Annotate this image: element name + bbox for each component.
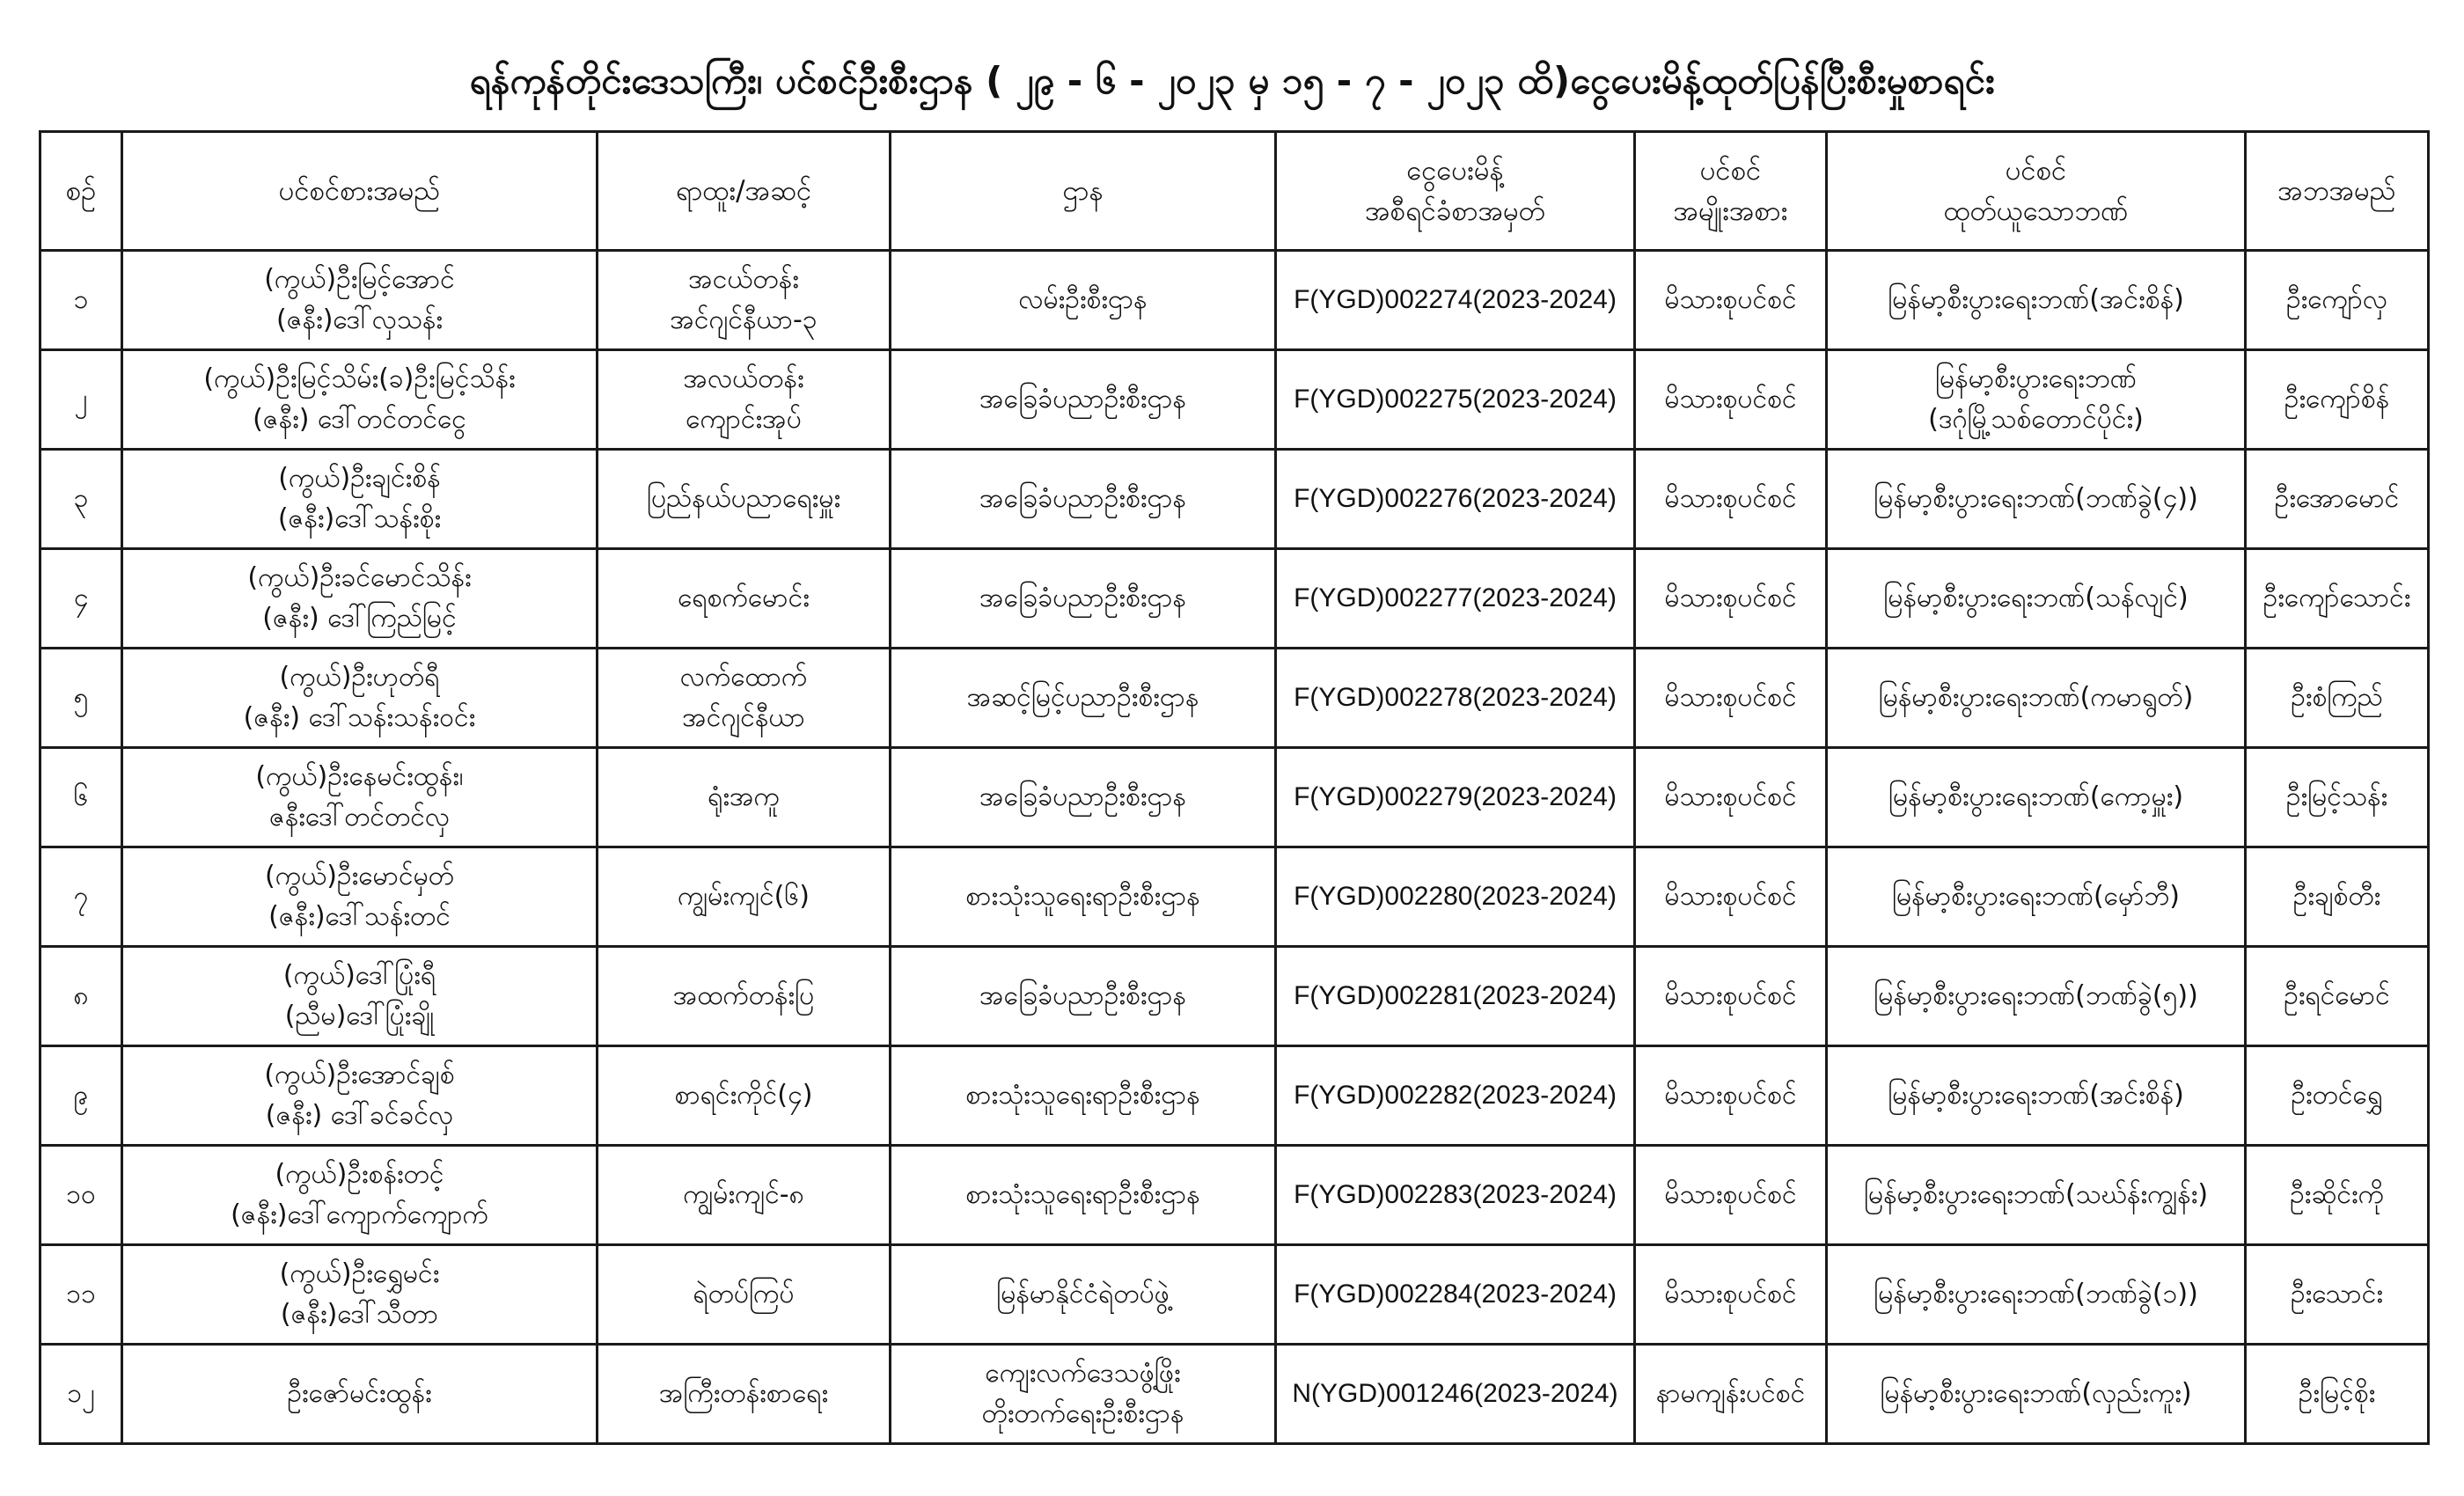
cell-position: [598, 649, 891, 748]
cell-pensioner-name-line: (ဇနီး) ဒေါ်ကြည်မြင့်: [262, 603, 457, 634]
cell-pension-type: မိသားစုပင်စင်: [1635, 1245, 1827, 1345]
cell-pension-type: မိသားစုပင်စင်: [1635, 748, 1827, 847]
cell-pension-type: မိသားစုပင်စင်: [1635, 649, 1827, 748]
cell-pensioner-name-line: ဦးဇော်မင်းထွန်း: [287, 1378, 432, 1409]
cell-pensioner-name-line: (ကွယ်)ဦးခင်မောင်သိန်း: [247, 562, 472, 593]
cell-order-number: F(YGD)002280(2023-2024): [1276, 847, 1635, 947]
cell-paying-bank: [1827, 1146, 2246, 1245]
cell-no: ၄: [40, 549, 122, 649]
cell-pensioner-name-line: ဇနီးဒေါ်တင်တင်လှ: [268, 802, 451, 832]
table-row: [40, 350, 2429, 450]
table-row: [40, 1345, 2429, 1444]
cell-department: [891, 450, 1276, 549]
cell-order-number: F(YGD)002275(2023-2024): [1276, 350, 1635, 450]
cell-father-name: ဦးအောမောင်: [2246, 450, 2429, 549]
cell-pensioner-name-line: (ဇနီး)ဒေါ်ကျောက်ကျောက်: [231, 1199, 488, 1230]
cell-department: [891, 1345, 1276, 1444]
cell-paying-bank: [1827, 1245, 2246, 1345]
cell-department-line: အခြေခံပညာဦးစီးဌာန: [979, 980, 1186, 1011]
cell-position: [598, 251, 891, 350]
cell-pension-type: မိသားစုပင်စင်: [1635, 251, 1827, 350]
cell-father-name: ဦးမြင့်စိုး: [2246, 1345, 2429, 1444]
cell-department-line: အဆင့်မြင့်ပညာဦးစီးဌာန: [966, 682, 1199, 713]
cell-paying-bank-line: (ဒဂုံမြို့သစ်တောင်ပိုင်း): [1928, 404, 2144, 435]
cell-paying-bank-line: မြန်မာ့စီးပွားရေးဘဏ်(ဘဏ်ခွဲ(၅)): [1874, 980, 2198, 1011]
cell-no: ၇: [40, 847, 122, 947]
cell-father-name: ဦးကျော်သောင်း: [2246, 549, 2429, 649]
cell-pensioner-name-line: (ဇနီး)ဒေါ်သီတာ: [280, 1299, 439, 1330]
cell-no: ၁၂: [40, 1345, 122, 1444]
header-pensioner-name: ပင်စင်စားအမည်: [122, 132, 598, 251]
cell-department-line: မြန်မာနိုင်ငံရဲတပ်ဖွဲ့: [996, 1279, 1170, 1309]
cell-pensioner-name: [122, 450, 598, 549]
document-title: ရန်ကုန်တိုင်းဒေသကြီး၊ ပင်စင်ဦးစီးဌာန ( ၂၉ - ၆ - ၂၀၂၃ မှ ၁၅ - ၇ - ၂၀၂၃ ထိ)ငွေပေးမိန့်ထုတ်ပြန်ပြီးစီးမှုစာရင်း: [469, 59, 1995, 102]
cell-department-line: ကျေးလက်ဒေသဖွံ့ဖြိုး: [985, 1358, 1181, 1389]
cell-department-line: အခြေခံပညာဦးစီးဌာန: [979, 583, 1186, 613]
cell-position-line: အင်ဂျင်နီယာ: [682, 702, 805, 733]
header-position: ရာထူး/အဆင့်: [598, 132, 891, 251]
cell-paying-bank-line: မြန်မာ့စီးပွားရေးဘဏ်(ကမာရွတ်): [1878, 682, 2194, 713]
cell-paying-bank-line: မြန်မာ့စီးပွားရေးဘဏ်(သဃ်န်းကျွန်း): [1863, 1179, 2209, 1210]
cell-no: ၅: [40, 649, 122, 748]
cell-father-name: ဦးမြင့်သန်း: [2246, 748, 2429, 847]
cell-paying-bank: [1827, 350, 2246, 450]
cell-department: [891, 649, 1276, 748]
cell-paying-bank: [1827, 1345, 2246, 1444]
cell-pension-type: မိသားစုပင်စင်: [1635, 450, 1827, 549]
cell-father-name: ဦးကျော်လှ: [2246, 251, 2429, 350]
header-pension-type: ပင်စင် အမျိုးအစား: [1635, 132, 1827, 251]
cell-pensioner-name: [122, 847, 598, 947]
cell-pensioner-name-line: (ကွယ်)ဦးမြင့်သိမ်း(ခ)ဦးမြင့်သိန်း: [203, 363, 516, 394]
cell-pensioner-name-line: (ဇနီး)ဒေါ်သန်းတင်: [268, 901, 451, 932]
cell-order-number: F(YGD)002279(2023-2024): [1276, 748, 1635, 847]
cell-position-line: အထက်တန်းပြ: [672, 980, 815, 1011]
cell-paying-bank: [1827, 847, 2246, 947]
cell-no: ၁: [40, 251, 122, 350]
cell-paying-bank: [1827, 251, 2246, 350]
cell-position: [598, 549, 891, 649]
cell-paying-bank-line: မြန်မာ့စီးပွားရေးဘဏ်(အင်းစိန်): [1888, 284, 2184, 315]
cell-pensioner-name-line: (ကွယ်)ဦးချင်းစိန်: [278, 463, 441, 494]
cell-department: [891, 251, 1276, 350]
cell-order-number: F(YGD)002282(2023-2024): [1276, 1046, 1635, 1146]
table-body: [40, 251, 2429, 1444]
pension-order-table: [39, 130, 2430, 1445]
cell-pension-type: မိသားစုပင်စင်: [1635, 847, 1827, 947]
cell-no: ၃: [40, 450, 122, 549]
cell-paying-bank: [1827, 549, 2246, 649]
cell-pensioner-name-line: (ကွယ်)ဦးအောင်ချစ်: [264, 1060, 455, 1090]
cell-pensioner-name: [122, 251, 598, 350]
cell-position-line: ကျွမ်းကျင်(၆): [678, 881, 810, 912]
cell-no: ၉: [40, 1046, 122, 1146]
cell-father-name: ဦးသောင်း: [2246, 1245, 2429, 1345]
cell-pensioner-name-line: (ကွယ်)ဦးနေမင်းထွန်း၊: [255, 761, 464, 792]
cell-position: [598, 1345, 891, 1444]
cell-order-number: F(YGD)002281(2023-2024): [1276, 947, 1635, 1046]
cell-position-line: ကျောင်းအုပ်: [686, 404, 802, 435]
cell-position: [598, 847, 891, 947]
cell-paying-bank: [1827, 1046, 2246, 1146]
cell-department-line: လမ်းဦးစီးဌာန: [1018, 284, 1148, 315]
cell-paying-bank-line: မြန်မာ့စီးပွားရေးဘဏ်(ကော့မှူး): [1888, 781, 2184, 812]
cell-order-number: F(YGD)002274(2023-2024): [1276, 251, 1635, 350]
cell-pension-type: နာမကျန်းပင်စင်: [1635, 1345, 1827, 1444]
cell-pensioner-name: [122, 549, 598, 649]
table-header-row: [40, 132, 2429, 251]
header-order-number: ငွေပေးမိန့် အစီရင်ခံစာအမှတ်: [1276, 132, 1635, 251]
header-paying-bank: ပင်စင် ထုတ်ယူသောဘဏ်: [1827, 132, 2246, 251]
cell-department: [891, 1046, 1276, 1146]
cell-pensioner-name: [122, 947, 598, 1046]
cell-pensioner-name-line: (ဇနီး)ဒေါ်သန်းစိုး: [277, 503, 442, 534]
cell-pensioner-name-line: (ဇနီး) ဒေါ်သန်းသန်းဝင်း: [243, 702, 476, 733]
table-row: [40, 649, 2429, 748]
table-row: [40, 947, 2429, 1046]
cell-pensioner-name: [122, 1345, 598, 1444]
cell-paying-bank-line: မြန်မာ့စီးပွားရေးဘဏ်(မှော်ဘီ): [1891, 881, 2181, 912]
cell-position-line: အကြီးတန်းစာရေး: [658, 1378, 829, 1409]
cell-paying-bank: [1827, 947, 2246, 1046]
cell-paying-bank: [1827, 748, 2246, 847]
cell-order-number: F(YGD)002276(2023-2024): [1276, 450, 1635, 549]
cell-department: [891, 1146, 1276, 1245]
cell-paying-bank-line: မြန်မာ့စီးပွားရေးဘဏ်(ဘဏ်ခွဲ(၁)): [1874, 1279, 2198, 1309]
cell-pensioner-name-line: (ကွယ်)ဒေါ်ပြုံးရီ: [282, 960, 436, 991]
cell-position-line: ရဲတပ်ကြပ်: [693, 1279, 795, 1309]
cell-department-line: တိုးတက်ရေးဦးစီးဌာန: [981, 1398, 1184, 1429]
cell-pensioner-name: [122, 1146, 598, 1245]
cell-paying-bank-line: မြန်မာ့စီးပွားရေးဘဏ်(လှည်းကူး): [1880, 1378, 2192, 1409]
cell-department: [891, 350, 1276, 450]
cell-father-name: ဦးရင်မောင်: [2246, 947, 2429, 1046]
header-no: စဉ်: [40, 132, 122, 251]
cell-pension-type: မိသားစုပင်စင်: [1635, 1146, 1827, 1245]
cell-order-number: F(YGD)002283(2023-2024): [1276, 1146, 1635, 1245]
cell-pension-type: မိသားစုပင်စင်: [1635, 549, 1827, 649]
cell-father-name: ဦးကျော်စိန်: [2246, 350, 2429, 450]
cell-pensioner-name: [122, 1245, 598, 1345]
table-row: [40, 847, 2429, 947]
cell-position-line: စာရင်းကိုင်(၄): [674, 1080, 813, 1111]
cell-father-name: ဦးဆိုင်းကို: [2246, 1146, 2429, 1245]
cell-paying-bank-line: မြန်မာ့စီးပွားရေးဘဏ်(အင်းစိန်): [1888, 1080, 2184, 1111]
cell-position-line: ပြည်နယ်ပညာရေးမှူး: [646, 483, 841, 514]
table-row: [40, 1245, 2429, 1345]
cell-pensioner-name: [122, 649, 598, 748]
cell-department-line: စားသုံးသူရေးရာဦးစီးဌာန: [965, 1179, 1200, 1210]
cell-pension-type: မိသားစုပင်စင်: [1635, 350, 1827, 450]
cell-father-name: ဦးချစ်တီး: [2246, 847, 2429, 947]
cell-position: [598, 1146, 891, 1245]
cell-father-name: ဦးတင်ရွှေ: [2246, 1046, 2429, 1146]
cell-pensioner-name-line: (ကွယ်)ဦးဟုတ်ရီ: [279, 662, 440, 693]
cell-department-line: စားသုံးသူရေးရာဦးစီးဌာန: [965, 1080, 1200, 1111]
cell-department-line: စားသုံးသူရေးရာဦးစီးဌာန: [965, 881, 1200, 912]
cell-paying-bank: [1827, 450, 2246, 549]
cell-department: [891, 847, 1276, 947]
cell-department: [891, 549, 1276, 649]
cell-position: [598, 450, 891, 549]
cell-father-name: ဦးစံကြည်: [2246, 649, 2429, 748]
cell-department: [891, 947, 1276, 1046]
header-father-name: အဘအမည်: [2246, 132, 2429, 251]
cell-department-line: အခြေခံပညာဦးစီးဌာန: [979, 483, 1186, 514]
cell-paying-bank-line: မြန်မာ့စီးပွားရေးဘဏ်(သန်လျင်): [1883, 583, 2189, 613]
cell-paying-bank: [1827, 649, 2246, 748]
cell-pensioner-name: [122, 748, 598, 847]
cell-position-line: အင်ဂျင်နီယာ-၃: [670, 304, 818, 335]
cell-no: ၆: [40, 748, 122, 847]
table-row: [40, 251, 2429, 350]
cell-pensioner-name: [122, 1046, 598, 1146]
cell-no: ၁၀: [40, 1146, 122, 1245]
header-department: ဌာန: [891, 132, 1276, 251]
cell-position-line: လက်ထောက်: [679, 662, 808, 693]
cell-pensioner-name-line: (ကွယ်)ဦးမြင့်အောင်: [264, 264, 455, 295]
cell-order-number: F(YGD)002284(2023-2024): [1276, 1245, 1635, 1345]
cell-pensioner-name-line: (ဇနီး)ဒေါ်လှသန်း: [276, 304, 443, 335]
cell-pension-type: မိသားစုပင်စင်: [1635, 947, 1827, 1046]
table-row: [40, 450, 2429, 549]
cell-department-line: အခြေခံပညာဦးစီးဌာန: [979, 781, 1186, 812]
cell-paying-bank-line: မြန်မာ့စီးပွားရေးဘဏ်: [1935, 363, 2137, 394]
table-row: [40, 748, 2429, 847]
cell-position: [598, 1245, 891, 1345]
cell-pensioner-name-line: (ကွယ်)ဦးစန်းတင့်: [275, 1159, 444, 1190]
cell-pensioner-name-line: (ဇနီး) ဒေါ်ခင်ခင်လှ: [265, 1100, 454, 1131]
cell-pensioner-name-line: (ညီမ)ဒေါ်ပြုံးချို: [284, 1001, 435, 1031]
cell-pensioner-name-line: (ဇနီး) ဒေါ်တင်တင်ငွေ: [253, 404, 466, 435]
cell-order-number: F(YGD)002278(2023-2024): [1276, 649, 1635, 748]
cell-no: ၁၁: [40, 1245, 122, 1345]
cell-pension-type: မိသားစုပင်စင်: [1635, 1046, 1827, 1146]
cell-paying-bank-line: မြန်မာ့စီးပွားရေးဘဏ်(ဘဏ်ခွဲ(၄)): [1874, 483, 2198, 514]
cell-pensioner-name: [122, 350, 598, 450]
cell-position: [598, 748, 891, 847]
cell-position: [598, 1046, 891, 1146]
cell-position-line: အငယ်တန်း: [688, 264, 799, 295]
cell-pensioner-name-line: (ကွယ်)ဦးရွှေမင်း: [279, 1258, 440, 1289]
cell-position-line: အလယ်တန်း: [683, 363, 804, 394]
cell-position-line: ရေစက်မောင်း: [678, 583, 810, 613]
cell-department: [891, 748, 1276, 847]
cell-no: ၂: [40, 350, 122, 450]
cell-position-line: ကျွမ်းကျင်-၈: [683, 1179, 804, 1210]
cell-position: [598, 350, 891, 450]
cell-department: [891, 1245, 1276, 1345]
cell-no: ၈: [40, 947, 122, 1046]
cell-order-number: F(YGD)002277(2023-2024): [1276, 549, 1635, 649]
cell-position: [598, 947, 891, 1046]
cell-order-number: N(YGD)001246(2023-2024): [1276, 1345, 1635, 1444]
table-row: [40, 1046, 2429, 1146]
cell-pensioner-name-line: (ကွယ်)ဦးမောင်မှတ်: [265, 861, 454, 891]
cell-position-line: ရုံးအကူ: [708, 781, 780, 812]
cell-department-line: အခြေခံပညာဦးစီးဌာန: [979, 384, 1186, 414]
table-row: [40, 549, 2429, 649]
table-row: [40, 1146, 2429, 1245]
